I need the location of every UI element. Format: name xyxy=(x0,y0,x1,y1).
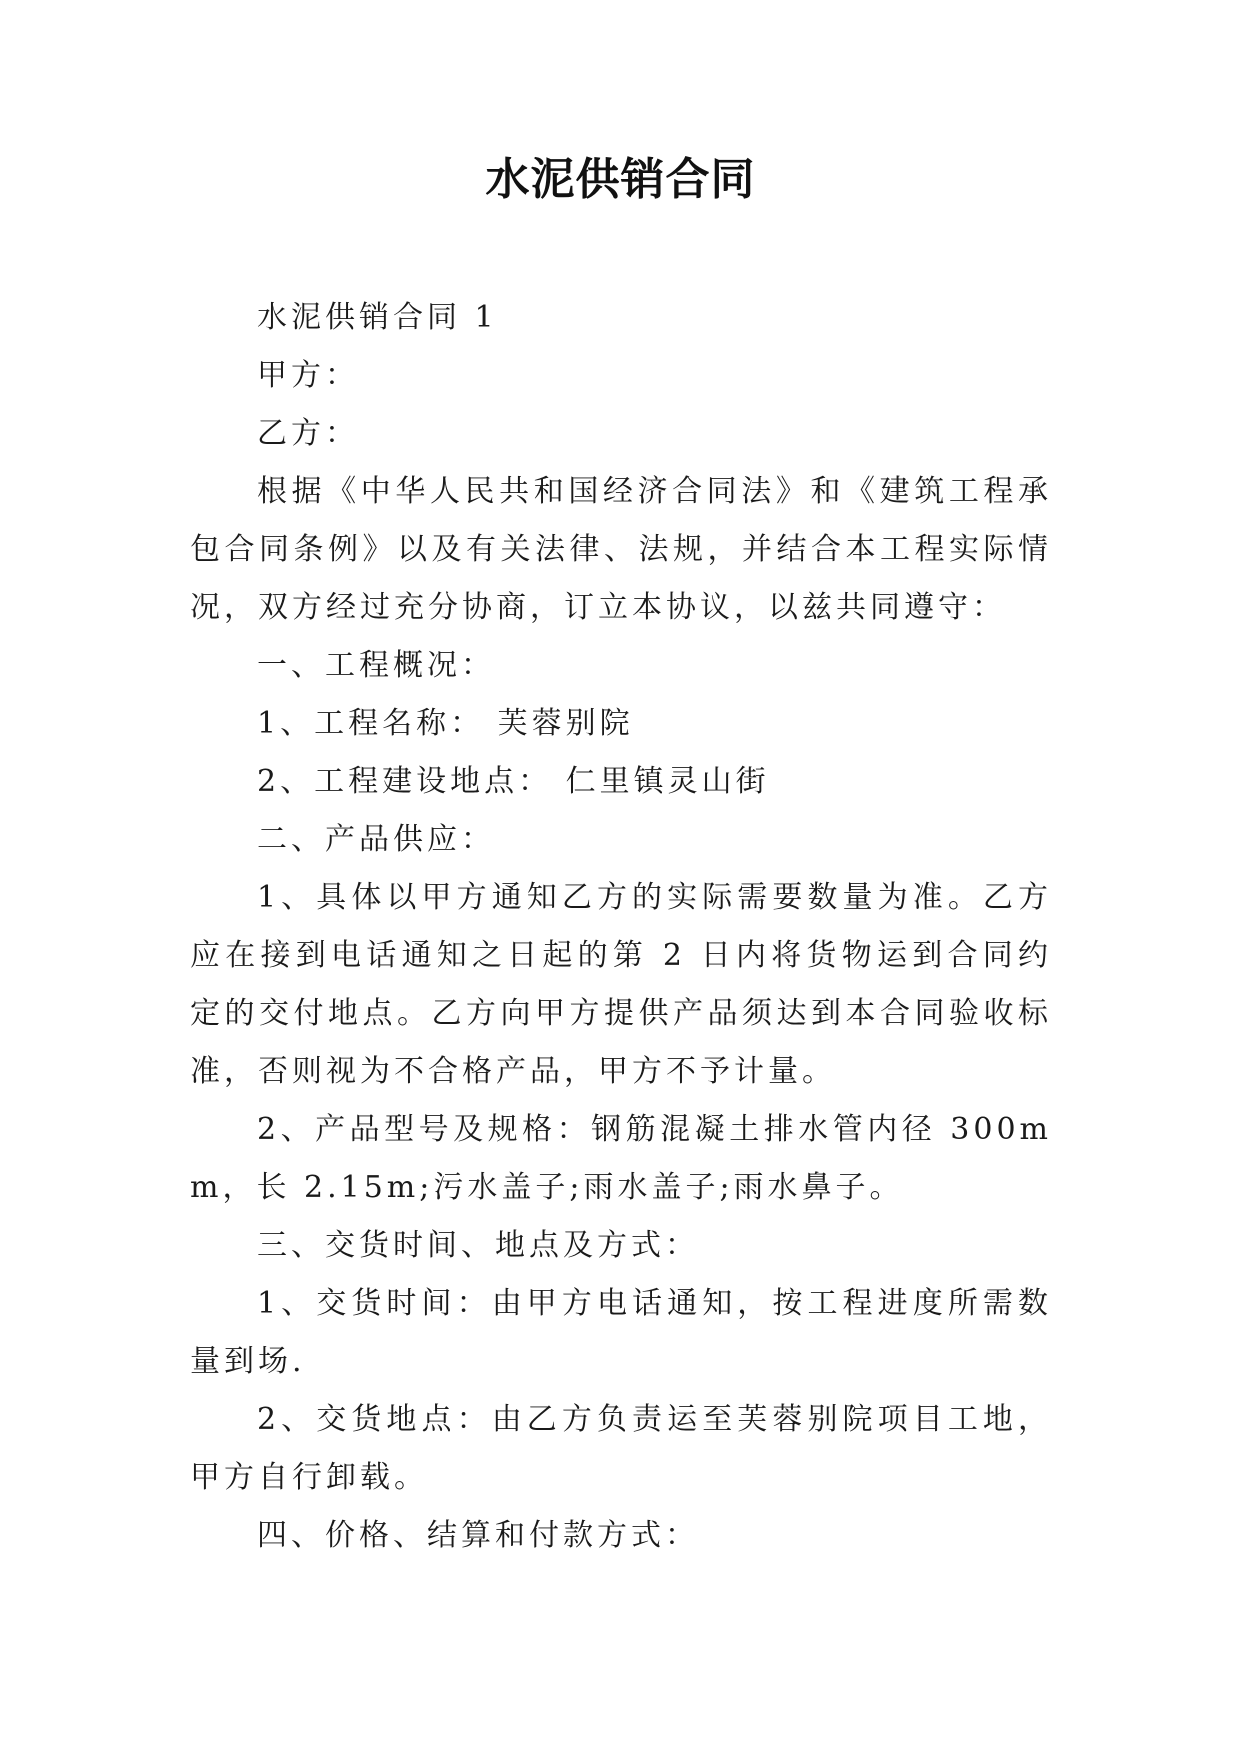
delivery-time-clause: 1、交货时间：由甲方电话通知，按工程进度所需数量到场. xyxy=(190,1286,1052,1379)
preamble-paragraph: 根据《中华人民共和国经济合同法》和《建筑工程承包合同条例》以及有关法律、法规，并结合本工程实际情况，双方经过充分协商，订立本协议，以兹共同遵守： xyxy=(190,474,1052,625)
document-body xyxy=(190,289,1052,1565)
project-location-line: 2、工程建设地点： 仁里镇灵山街 xyxy=(257,764,770,799)
project-name-line: 1、工程名称： 芙蓉别院 xyxy=(257,706,634,741)
contract-heading: 水泥供销合同 1 xyxy=(257,300,498,335)
section-heading-2: 二、产品供应： xyxy=(257,822,495,857)
document-title: 水泥供销合同 xyxy=(485,154,756,205)
party-b-line: 乙方： xyxy=(257,416,359,451)
section-heading-3: 三、交货时间、地点及方式： xyxy=(257,1228,699,1263)
delivery-place-clause: 2、交货地点：由乙方负责运至芙蓉别院项目工地，甲方自行卸载。 xyxy=(190,1402,1052,1495)
section-heading-1: 一、工程概况： xyxy=(257,648,495,683)
supply-clause-2: 2、产品型号及规格：钢筋混凝土排水管内径 300mm，长 2.15m;污水盖子;雨水盖子;雨水鼻子。 xyxy=(190,1112,1052,1205)
party-a-line: 甲方： xyxy=(257,358,359,393)
supply-clause-1: 1、具体以甲方通知乙方的实际需要数量为准。乙方应在接到电话通知之日起的第 2 日内将货物运到合同约定的交付地点。乙方向甲方提供产品须达到本合同验收标准，否则视为不合格产品，甲方不予计量。 xyxy=(190,880,1052,1089)
section-heading-4: 四、价格、结算和付款方式： xyxy=(257,1518,699,1553)
